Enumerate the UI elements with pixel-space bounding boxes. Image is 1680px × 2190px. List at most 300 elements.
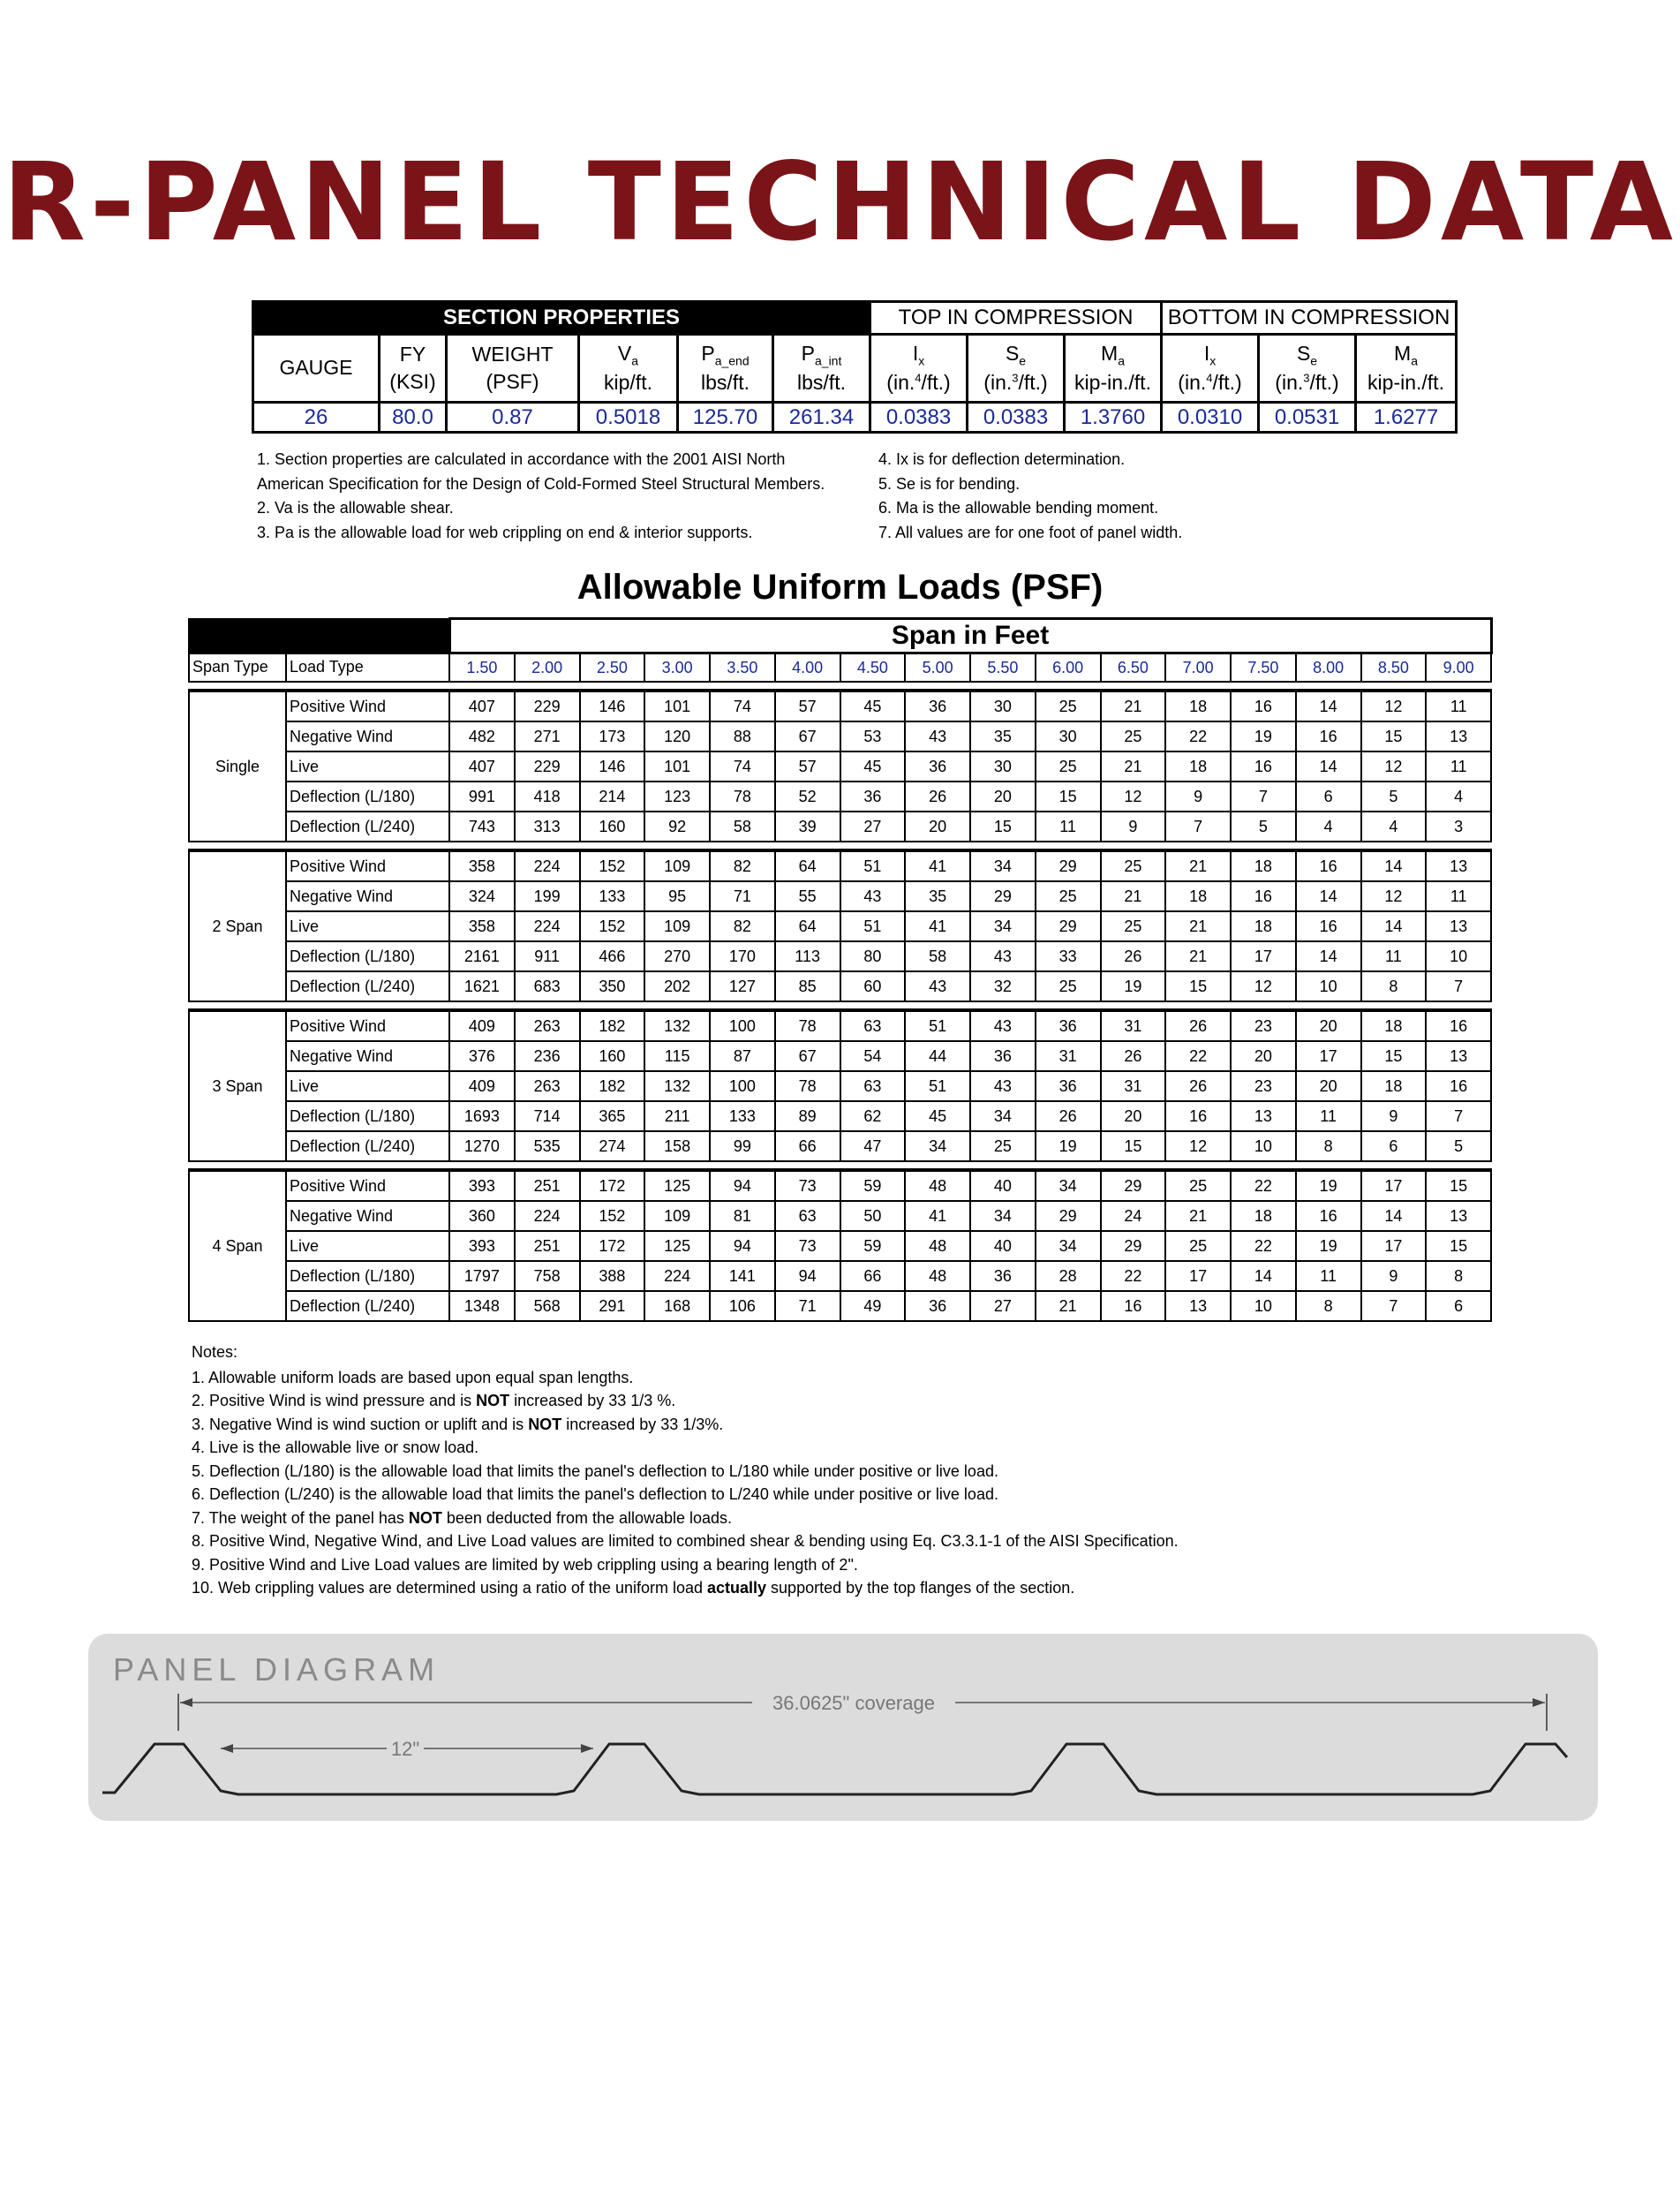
note-item bbox=[192, 1576, 1179, 1600]
load-value-cell: 17 bbox=[1361, 1231, 1427, 1261]
load-value-cell: 15 bbox=[1361, 1041, 1427, 1071]
load-type-cell: Deflection (L/240) bbox=[286, 1131, 449, 1161]
load-value-cell: 11 bbox=[1426, 751, 1491, 782]
top-ix-header: $I_x$ (in.$^4$/ft.) bbox=[870, 335, 968, 403]
note-emphasis: actually bbox=[707, 1579, 767, 1597]
load-value-cell: 358 bbox=[449, 850, 515, 881]
load-value-cell: 17 bbox=[1296, 1041, 1361, 1071]
load-value-cell: 25 bbox=[1101, 850, 1166, 881]
load-value-cell: 236 bbox=[515, 1041, 580, 1071]
load-value-cell: 11 bbox=[1036, 812, 1101, 842]
weight-header: WEIGHT (PSF) bbox=[447, 335, 579, 403]
load-value-cell: 101 bbox=[644, 751, 710, 782]
load-value-cell: 15 bbox=[1165, 971, 1231, 1001]
load-value-cell: 18 bbox=[1165, 751, 1231, 782]
load-value-cell: 49 bbox=[840, 1291, 906, 1321]
load-value-cell: 101 bbox=[644, 691, 710, 721]
load-value-cell: 274 bbox=[580, 1131, 645, 1161]
load-value-cell: 160 bbox=[580, 812, 645, 842]
load-value-cell: 99 bbox=[710, 1131, 775, 1161]
span-header-3.50: 3.50 bbox=[710, 653, 775, 683]
load-type-cell: Deflection (L/180) bbox=[286, 941, 449, 971]
bottom-ma-value: 1.6277 bbox=[1356, 403, 1457, 433]
load-value-cell: 127 bbox=[710, 971, 775, 1001]
load-value-cell: 100 bbox=[710, 1010, 775, 1041]
load-value-cell: 14 bbox=[1296, 691, 1361, 721]
load-value-cell: 94 bbox=[775, 1261, 840, 1291]
note-text: 1. Allowable uniform loads are based upon equal span lengths. bbox=[192, 1368, 634, 1386]
load-value-cell: 36 bbox=[1036, 1071, 1101, 1101]
load-value-cell: 358 bbox=[449, 911, 515, 941]
load-value-cell: 12 bbox=[1165, 1131, 1231, 1161]
load-value-cell: 94 bbox=[710, 1231, 775, 1261]
span-header-7.00: 7.00 bbox=[1165, 653, 1231, 683]
load-value-cell: 43 bbox=[905, 721, 970, 751]
load-value-cell: 25 bbox=[1101, 911, 1166, 941]
property-notes-right bbox=[878, 448, 1182, 545]
load-value-cell: 224 bbox=[644, 1261, 710, 1291]
table-row bbox=[189, 1291, 1491, 1321]
page-title: R-PANEL TECHNICAL DATA bbox=[2, 140, 1678, 265]
load-value-cell: 13 bbox=[1426, 721, 1491, 751]
span-header-1.50: 1.50 bbox=[449, 653, 515, 683]
note-item bbox=[192, 1483, 1179, 1507]
load-value-cell: 1797 bbox=[449, 1261, 515, 1291]
load-value-cell: 63 bbox=[840, 1071, 906, 1101]
load-value-cell: 16 bbox=[1231, 881, 1296, 911]
load-value-cell: 18 bbox=[1361, 1071, 1427, 1101]
span-header-8.50: 8.50 bbox=[1361, 653, 1427, 683]
load-value-cell: 11 bbox=[1426, 881, 1491, 911]
load-value-cell: 13 bbox=[1165, 1291, 1231, 1321]
load-value-cell: 85 bbox=[775, 971, 840, 1001]
load-value-cell: 73 bbox=[775, 1231, 840, 1261]
load-value-cell: 182 bbox=[580, 1010, 645, 1041]
table-row bbox=[189, 941, 1491, 971]
top-se-header: $S_e$ (in.$^3$/ft.) bbox=[968, 335, 1065, 403]
load-value-cell: 34 bbox=[1036, 1231, 1101, 1261]
property-note: 1. Section properties are calculated in accordance with the 2001 AISI North bbox=[257, 450, 786, 468]
span-header-8.00: 8.00 bbox=[1296, 653, 1361, 683]
table-row bbox=[189, 782, 1491, 812]
load-type-cell: Positive Wind bbox=[286, 1010, 449, 1041]
load-value-cell: 29 bbox=[1036, 911, 1101, 941]
section-properties-table bbox=[252, 300, 1458, 434]
load-value-cell: 44 bbox=[905, 1041, 970, 1071]
load-value-cell: 27 bbox=[970, 1291, 1036, 1321]
load-value-cell: 4 bbox=[1296, 812, 1361, 842]
load-value-cell: 12 bbox=[1361, 881, 1427, 911]
table-row bbox=[189, 1071, 1491, 1101]
load-value-cell: 51 bbox=[840, 850, 906, 881]
load-value-cell: 991 bbox=[449, 782, 515, 812]
load-type-header: Load Type bbox=[286, 653, 449, 683]
load-value-cell: 43 bbox=[905, 971, 970, 1001]
table-row bbox=[189, 1101, 1491, 1131]
table-row bbox=[189, 1131, 1491, 1161]
load-value-cell: 36 bbox=[970, 1041, 1036, 1071]
load-value-cell: 263 bbox=[515, 1010, 580, 1041]
rib-spacing-arrow-left bbox=[221, 1744, 233, 1753]
load-value-cell: 11 bbox=[1361, 941, 1427, 971]
load-value-cell: 35 bbox=[970, 721, 1036, 751]
load-value-cell: 45 bbox=[840, 691, 906, 721]
load-value-cell: 14 bbox=[1361, 911, 1427, 941]
property-note: American Specification for the Design of Cold-Formed Steel Structural Members. bbox=[257, 474, 825, 493]
load-value-cell: 21 bbox=[1101, 751, 1166, 782]
load-value-cell: 40 bbox=[970, 1231, 1036, 1261]
load-value-cell: 125 bbox=[644, 1231, 710, 1261]
load-value-cell: 43 bbox=[970, 1071, 1036, 1101]
load-value-cell: 28 bbox=[1036, 1261, 1101, 1291]
pa-int-header: $P_{a\_int}$ lbs/ft. bbox=[773, 335, 870, 403]
load-value-cell: 376 bbox=[449, 1041, 515, 1071]
coverage-arrow-right bbox=[1533, 1698, 1545, 1707]
load-value-cell: 64 bbox=[775, 911, 840, 941]
load-value-cell: 36 bbox=[905, 1291, 970, 1321]
load-value-cell: 21 bbox=[1165, 941, 1231, 971]
load-value-cell: 36 bbox=[970, 1261, 1036, 1291]
load-value-cell: 100 bbox=[710, 1071, 775, 1101]
load-value-cell: 51 bbox=[840, 911, 906, 941]
note-text: 6. Deflection (L/240) is the allowable load that limits the panel's deflection to L/240 while under positive or live load. bbox=[192, 1485, 998, 1503]
table-row bbox=[189, 1041, 1491, 1071]
load-value-cell: 365 bbox=[580, 1101, 645, 1131]
load-value-cell: 224 bbox=[515, 850, 580, 881]
load-value-cell: 14 bbox=[1296, 941, 1361, 971]
load-value-cell: 18 bbox=[1231, 850, 1296, 881]
load-value-cell: 25 bbox=[1036, 751, 1101, 782]
load-value-cell: 39 bbox=[775, 812, 840, 842]
note-item bbox=[192, 1529, 1179, 1553]
group-separator bbox=[189, 682, 1491, 691]
load-value-cell: 15 bbox=[1101, 1131, 1166, 1161]
load-value-cell: 36 bbox=[840, 782, 906, 812]
load-type-cell: Deflection (L/180) bbox=[286, 782, 449, 812]
span-header-2.50: 2.50 bbox=[580, 653, 645, 683]
load-value-cell: 16 bbox=[1165, 1101, 1231, 1131]
load-value-cell: 22 bbox=[1165, 1041, 1231, 1071]
load-value-cell: 5 bbox=[1231, 812, 1296, 842]
property-note: 5. Se is for bending. bbox=[878, 474, 1021, 493]
load-value-cell: 13 bbox=[1426, 911, 1491, 941]
load-value-cell: 52 bbox=[775, 782, 840, 812]
load-value-cell: 106 bbox=[710, 1291, 775, 1321]
load-value-cell: 360 bbox=[449, 1201, 515, 1231]
load-type-cell: Live bbox=[286, 1231, 449, 1261]
load-value-cell: 43 bbox=[970, 941, 1036, 971]
load-value-cell: 35 bbox=[905, 881, 970, 911]
load-value-cell: 13 bbox=[1426, 1201, 1491, 1231]
load-value-cell: 41 bbox=[905, 850, 970, 881]
top-in-compression-header: TOP IN COMPRESSION bbox=[870, 302, 1162, 335]
load-value-cell: 22 bbox=[1165, 721, 1231, 751]
load-value-cell: 132 bbox=[644, 1010, 710, 1041]
load-value-cell: 48 bbox=[905, 1261, 970, 1291]
load-value-cell: 3 bbox=[1426, 812, 1491, 842]
load-value-cell: 168 bbox=[644, 1291, 710, 1321]
load-value-cell: 36 bbox=[905, 691, 970, 721]
gauge-value: 26 bbox=[253, 403, 380, 433]
load-value-cell: 6 bbox=[1361, 1131, 1427, 1161]
load-value-cell: 132 bbox=[644, 1071, 710, 1101]
span-header-4.00: 4.00 bbox=[775, 653, 840, 683]
bottom-ix-value: 0.0310 bbox=[1162, 403, 1259, 433]
note-text: supported by the top flanges of the section. bbox=[766, 1579, 1075, 1597]
load-value-cell: 51 bbox=[905, 1010, 970, 1041]
load-value-cell: 1621 bbox=[449, 971, 515, 1001]
load-value-cell: 20 bbox=[905, 812, 970, 842]
panel-diagram bbox=[88, 1634, 1598, 1821]
load-value-cell: 45 bbox=[905, 1101, 970, 1131]
load-value-cell: 16 bbox=[1296, 721, 1361, 751]
load-value-cell: 291 bbox=[580, 1291, 645, 1321]
load-value-cell: 18 bbox=[1165, 691, 1231, 721]
table-row bbox=[189, 881, 1491, 911]
load-value-cell: 14 bbox=[1296, 751, 1361, 782]
note-text: 3. Negative Wind is wind suction or uplift and is bbox=[192, 1415, 529, 1433]
load-value-cell: 141 bbox=[710, 1261, 775, 1291]
note-emphasis: NOT bbox=[408, 1508, 442, 1527]
load-type-cell: Live bbox=[286, 751, 449, 782]
load-type-cell: Negative Wind bbox=[286, 721, 449, 751]
note-item bbox=[192, 1460, 1179, 1484]
load-value-cell: 55 bbox=[775, 881, 840, 911]
load-value-cell: 48 bbox=[905, 1231, 970, 1261]
load-value-cell: 14 bbox=[1361, 1201, 1427, 1231]
load-value-cell: 18 bbox=[1361, 1010, 1427, 1041]
load-value-cell: 18 bbox=[1165, 881, 1231, 911]
load-value-cell: 78 bbox=[775, 1010, 840, 1041]
load-value-cell: 133 bbox=[580, 881, 645, 911]
property-note: 6. Ma is the allowable bending moment. bbox=[878, 499, 1159, 517]
load-value-cell: 40 bbox=[970, 1170, 1036, 1201]
load-value-cell: 10 bbox=[1426, 941, 1491, 971]
load-value-cell: 5 bbox=[1426, 1131, 1491, 1161]
load-value-cell: 43 bbox=[970, 1010, 1036, 1041]
group-separator bbox=[189, 842, 1491, 850]
load-value-cell: 87 bbox=[710, 1041, 775, 1071]
load-value-cell: 15 bbox=[1361, 721, 1427, 751]
load-value-cell: 34 bbox=[970, 1101, 1036, 1131]
property-note: 4. Ix is for deflection determination. bbox=[878, 450, 1126, 468]
load-value-cell: 211 bbox=[644, 1101, 710, 1131]
load-value-cell: 172 bbox=[580, 1170, 645, 1201]
load-value-cell: 10 bbox=[1231, 1131, 1296, 1161]
load-value-cell: 115 bbox=[644, 1041, 710, 1071]
load-value-cell: 229 bbox=[515, 691, 580, 721]
load-value-cell: 173 bbox=[580, 721, 645, 751]
load-type-cell: Negative Wind bbox=[286, 881, 449, 911]
load-value-cell: 23 bbox=[1231, 1071, 1296, 1101]
load-value-cell: 63 bbox=[775, 1201, 840, 1231]
load-value-cell: 409 bbox=[449, 1071, 515, 1101]
load-value-cell: 16 bbox=[1231, 751, 1296, 782]
load-value-cell: 36 bbox=[905, 751, 970, 782]
load-value-cell: 15 bbox=[1036, 782, 1101, 812]
top-ix-value: 0.0383 bbox=[870, 403, 968, 433]
load-value-cell: 21 bbox=[1036, 1291, 1101, 1321]
load-value-cell: 6 bbox=[1296, 782, 1361, 812]
coverage-arrow-left bbox=[180, 1698, 192, 1707]
load-value-cell: 123 bbox=[644, 782, 710, 812]
load-value-cell: 26 bbox=[905, 782, 970, 812]
load-value-cell: 9 bbox=[1361, 1101, 1427, 1131]
load-value-cell: 10 bbox=[1296, 971, 1361, 1001]
pa-int-value: 261.34 bbox=[773, 403, 870, 433]
load-value-cell: 12 bbox=[1361, 751, 1427, 782]
load-value-cell: 152 bbox=[580, 1201, 645, 1231]
load-value-cell: 54 bbox=[840, 1041, 906, 1071]
gauge-header: GAUGE bbox=[253, 335, 380, 403]
load-value-cell: 172 bbox=[580, 1231, 645, 1261]
load-value-cell: 25 bbox=[970, 1131, 1036, 1161]
load-value-cell: 80 bbox=[840, 941, 906, 971]
load-value-cell: 15 bbox=[1426, 1231, 1491, 1261]
load-value-cell: 21 bbox=[1165, 850, 1231, 881]
table-row bbox=[189, 812, 1491, 842]
note-emphasis: NOT bbox=[528, 1415, 562, 1433]
load-value-cell: 270 bbox=[644, 941, 710, 971]
table-row bbox=[189, 721, 1491, 751]
load-value-cell: 20 bbox=[970, 782, 1036, 812]
load-value-cell: 113 bbox=[775, 941, 840, 971]
load-value-cell: 26 bbox=[1036, 1101, 1101, 1131]
load-value-cell: 125 bbox=[644, 1170, 710, 1201]
load-type-cell: Deflection (L/240) bbox=[286, 971, 449, 1001]
bottom-se-header: $S_e$ (in.$^3$/ft.) bbox=[1259, 335, 1356, 403]
load-value-cell: 911 bbox=[515, 941, 580, 971]
load-value-cell: 22 bbox=[1231, 1170, 1296, 1201]
load-value-cell: 9 bbox=[1361, 1261, 1427, 1291]
table-row bbox=[189, 751, 1491, 782]
load-value-cell: 7 bbox=[1361, 1291, 1427, 1321]
note-text: 2. Positive Wind is wind pressure and is bbox=[192, 1392, 477, 1409]
span-header-5.50: 5.50 bbox=[970, 653, 1036, 683]
load-type-cell: Live bbox=[286, 911, 449, 941]
bottom-in-compression-header: BOTTOM IN COMPRESSION bbox=[1162, 302, 1457, 335]
load-value-cell: 743 bbox=[449, 812, 515, 842]
note-text: 9. Positive Wind and Live Load values are limited by web crippling using a bearing length of 2". bbox=[192, 1555, 858, 1574]
load-value-cell: 9 bbox=[1101, 812, 1166, 842]
load-value-cell: 18 bbox=[1231, 911, 1296, 941]
note-item bbox=[192, 1436, 1179, 1460]
load-value-cell: 59 bbox=[840, 1170, 906, 1201]
span-header-9.00: 9.00 bbox=[1426, 653, 1491, 683]
top-se-value: 0.0383 bbox=[968, 403, 1065, 433]
load-value-cell: 25 bbox=[1165, 1170, 1231, 1201]
load-value-cell: 229 bbox=[515, 751, 580, 782]
load-value-cell: 7 bbox=[1231, 782, 1296, 812]
table-row bbox=[189, 1231, 1491, 1261]
load-value-cell: 263 bbox=[515, 1071, 580, 1101]
load-value-cell: 21 bbox=[1101, 691, 1166, 721]
load-value-cell: 27 bbox=[840, 812, 906, 842]
load-value-cell: 251 bbox=[515, 1170, 580, 1201]
load-value-cell: 714 bbox=[515, 1101, 580, 1131]
load-value-cell: 45 bbox=[840, 751, 906, 782]
load-value-cell: 29 bbox=[970, 881, 1036, 911]
note-text: 5. Deflection (L/180) is the allowable load that limits the panel's deflection to L/180 while under positive or live load. bbox=[192, 1461, 998, 1480]
panel-diagram-title: PANEL DIAGRAM bbox=[113, 1651, 441, 1688]
load-value-cell: 34 bbox=[1036, 1170, 1101, 1201]
load-value-cell: 7 bbox=[1426, 1101, 1491, 1131]
load-value-cell: 15 bbox=[970, 812, 1036, 842]
loads-header-corner bbox=[189, 619, 449, 653]
load-value-cell: 59 bbox=[840, 1231, 906, 1261]
load-value-cell: 78 bbox=[710, 782, 775, 812]
load-value-cell: 66 bbox=[775, 1131, 840, 1161]
load-value-cell: 10 bbox=[1231, 1291, 1296, 1321]
section-properties-header: SECTION PROPERTIES bbox=[253, 302, 870, 335]
load-value-cell: 20 bbox=[1231, 1041, 1296, 1071]
load-value-cell: 17 bbox=[1165, 1261, 1231, 1291]
load-value-cell: 17 bbox=[1231, 941, 1296, 971]
load-value-cell: 224 bbox=[515, 911, 580, 941]
weight-value: 0.87 bbox=[447, 403, 579, 433]
load-value-cell: 31 bbox=[1036, 1041, 1101, 1071]
load-value-cell: 92 bbox=[644, 812, 710, 842]
load-value-cell: 4 bbox=[1361, 812, 1427, 842]
span-header-3.00: 3.00 bbox=[644, 653, 710, 683]
load-value-cell: 271 bbox=[515, 721, 580, 751]
load-value-cell: 313 bbox=[515, 812, 580, 842]
span-type-cell: 2 Span bbox=[189, 850, 286, 1001]
load-value-cell: 51 bbox=[905, 1071, 970, 1101]
load-value-cell: 133 bbox=[710, 1101, 775, 1131]
load-value-cell: 95 bbox=[644, 881, 710, 911]
load-value-cell: 214 bbox=[580, 782, 645, 812]
load-value-cell: 16 bbox=[1426, 1010, 1491, 1041]
panel-profile-line bbox=[102, 1744, 1567, 1794]
load-value-cell: 16 bbox=[1231, 691, 1296, 721]
load-value-cell: 6 bbox=[1426, 1291, 1491, 1321]
load-value-cell: 19 bbox=[1296, 1170, 1361, 1201]
load-value-cell: 8 bbox=[1296, 1291, 1361, 1321]
load-value-cell: 19 bbox=[1101, 971, 1166, 1001]
load-value-cell: 388 bbox=[580, 1261, 645, 1291]
load-value-cell: 29 bbox=[1101, 1170, 1166, 1201]
pa-end-header: $P_{a\_end}$ lbs/ft. bbox=[678, 335, 773, 403]
span-type-cell: 3 Span bbox=[189, 1010, 286, 1161]
load-value-cell: 26 bbox=[1165, 1071, 1231, 1101]
panel-profile-drawing bbox=[88, 1634, 1598, 1821]
load-value-cell: 82 bbox=[710, 850, 775, 881]
load-value-cell: 34 bbox=[970, 911, 1036, 941]
rib-spacing-arrow-right bbox=[581, 1744, 593, 1753]
load-value-cell: 16 bbox=[1296, 850, 1361, 881]
load-value-cell: 74 bbox=[710, 691, 775, 721]
span-header-6.50: 6.50 bbox=[1101, 653, 1166, 683]
load-value-cell: 53 bbox=[840, 721, 906, 751]
group-separator bbox=[189, 1001, 1491, 1010]
load-value-cell: 202 bbox=[644, 971, 710, 1001]
load-value-cell: 47 bbox=[840, 1131, 906, 1161]
property-note: 7. All values are for one foot of panel width. bbox=[878, 523, 1183, 541]
load-value-cell: 25 bbox=[1036, 971, 1101, 1001]
load-value-cell: 324 bbox=[449, 881, 515, 911]
span-header-5.00: 5.00 bbox=[905, 653, 970, 683]
load-value-cell: 41 bbox=[905, 911, 970, 941]
load-value-cell: 78 bbox=[775, 1071, 840, 1101]
load-value-cell: 13 bbox=[1426, 1041, 1491, 1071]
load-notes bbox=[192, 1340, 1179, 1600]
va-header: $V_a$ kip/ft. bbox=[579, 335, 678, 403]
load-type-cell: Deflection (L/240) bbox=[286, 812, 449, 842]
load-value-cell: 26 bbox=[1101, 941, 1166, 971]
top-ma-value: 1.3760 bbox=[1065, 403, 1162, 433]
load-value-cell: 22 bbox=[1101, 1261, 1166, 1291]
